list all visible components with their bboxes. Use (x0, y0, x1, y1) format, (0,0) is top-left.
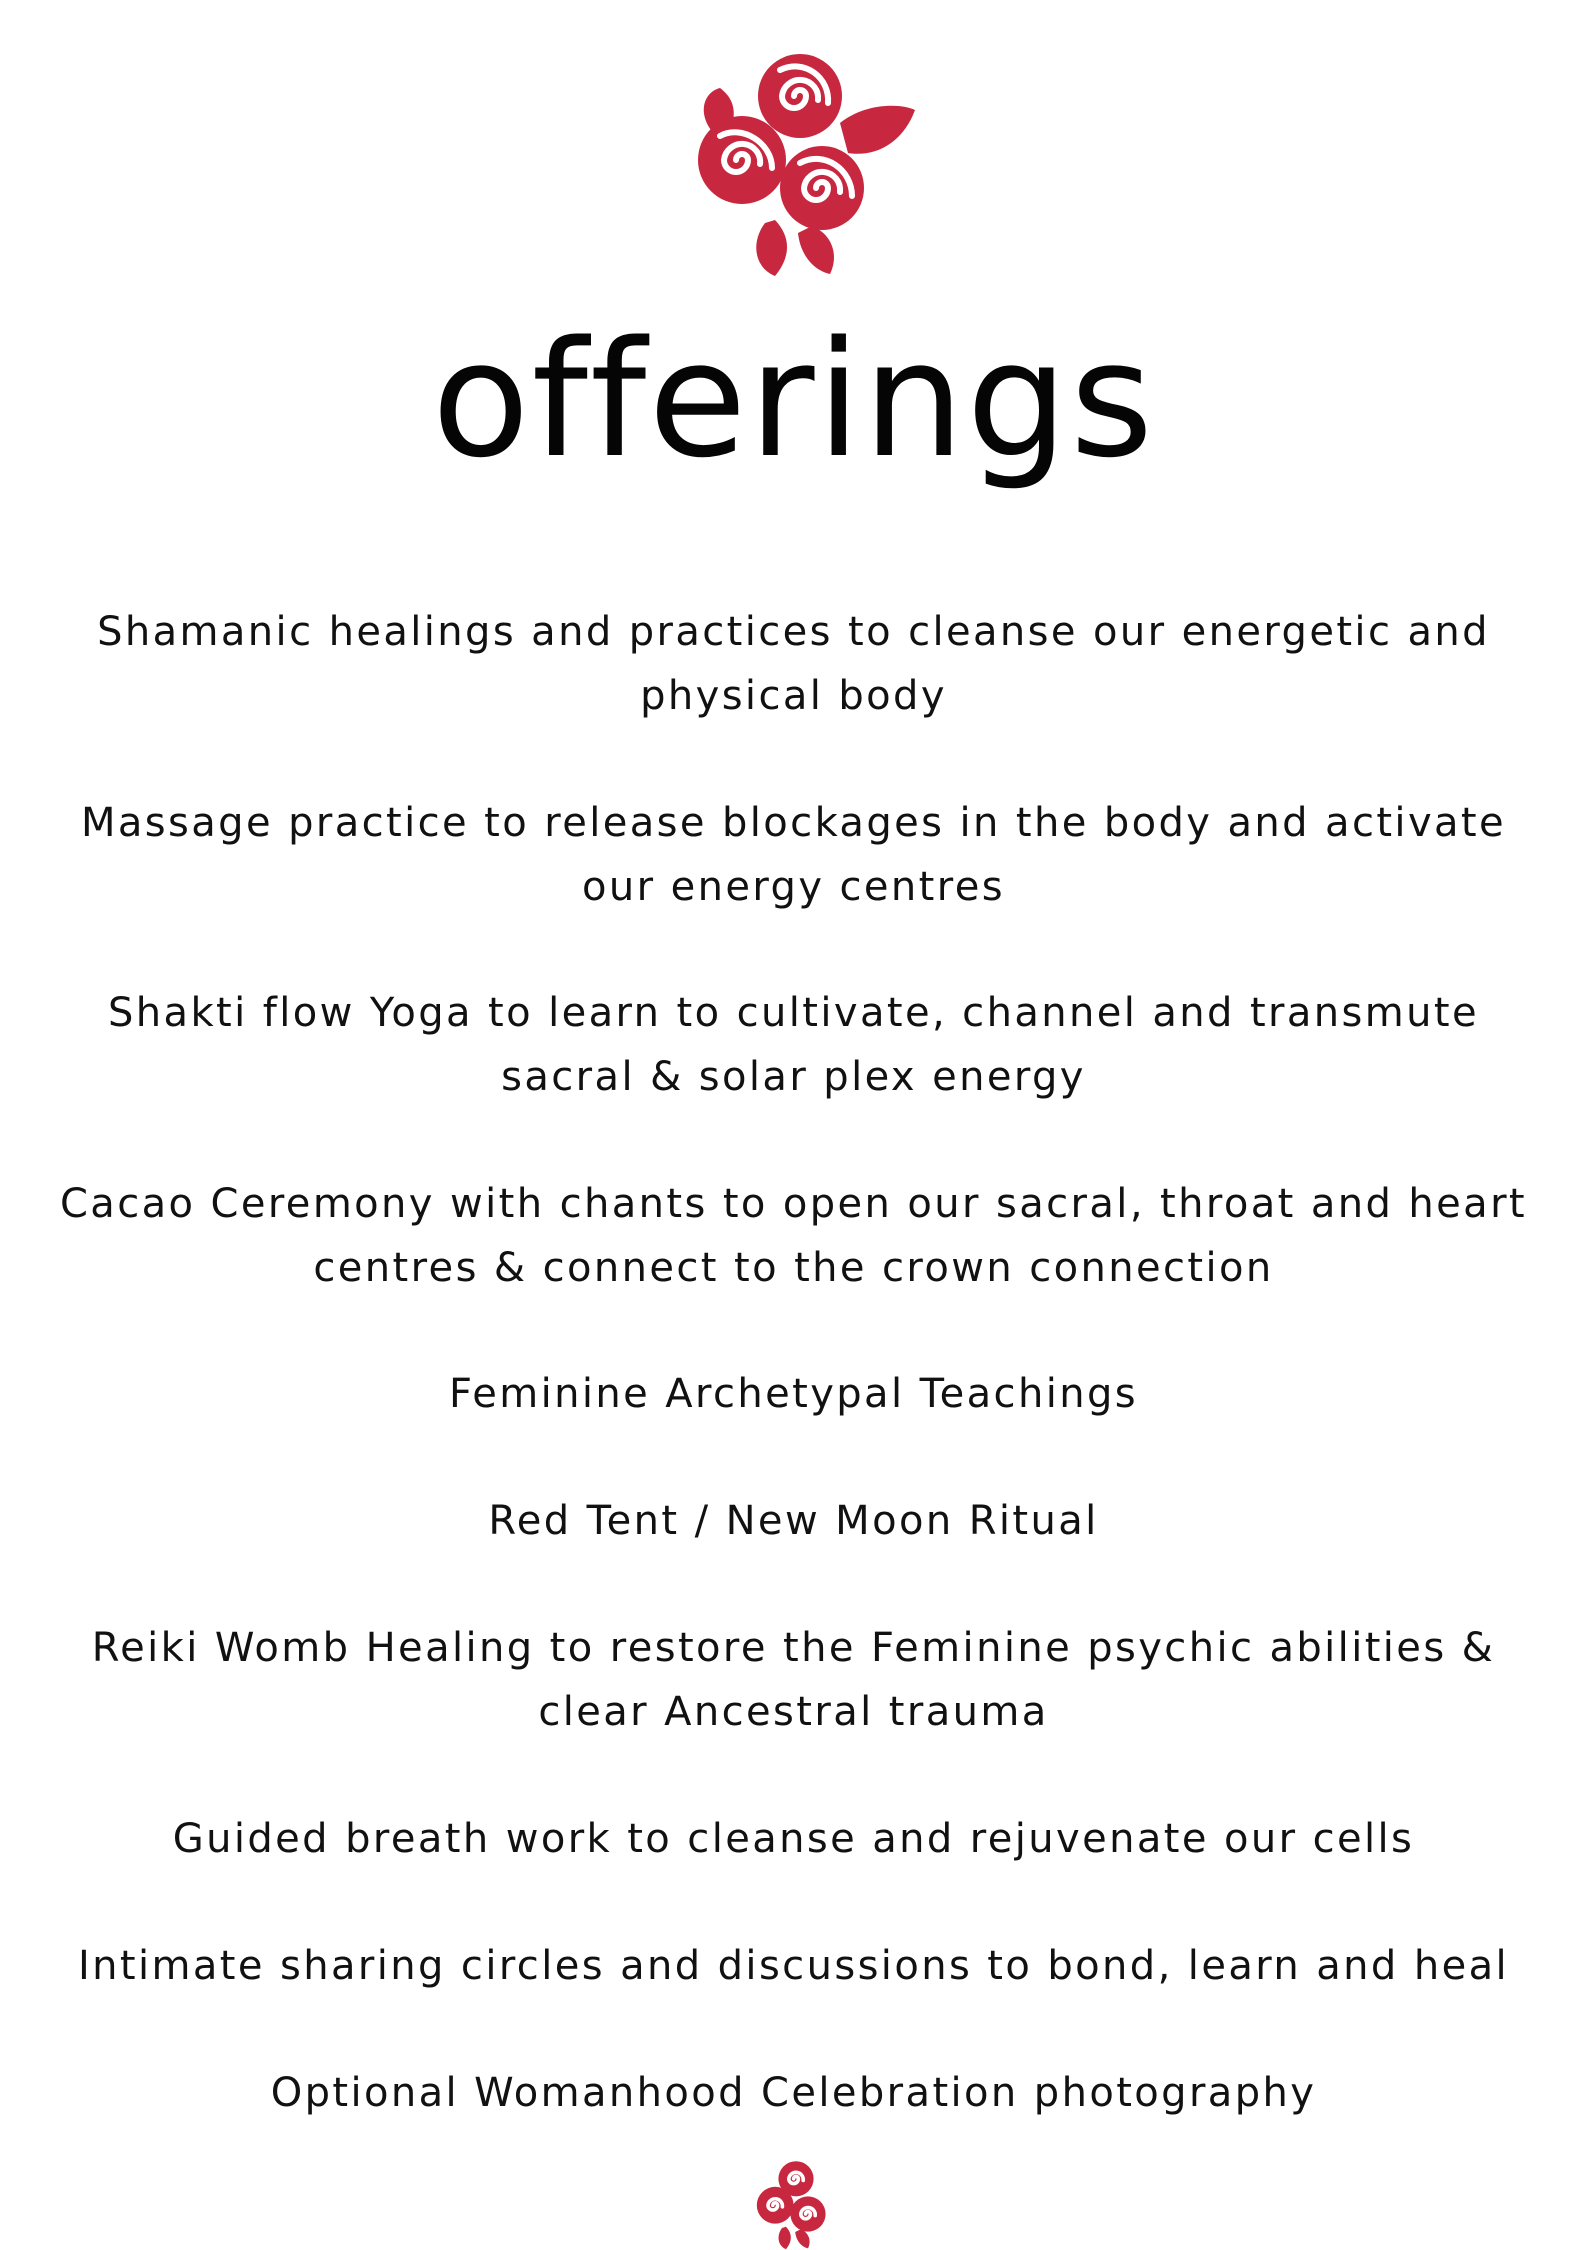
offering-line: Reiki Womb Healing to restore the Feminine psychic abilities & (91, 1625, 1496, 1671)
offering-item (40, 1172, 1547, 1300)
page-title: offerings (431, 306, 1156, 493)
offering-item (40, 2061, 1547, 2125)
offering-item (40, 981, 1547, 1109)
offering-item (40, 1362, 1547, 1426)
rose-footer-icon (748, 2158, 844, 2250)
offering-line: Feminine Archetypal Teachings (448, 1371, 1138, 1417)
offering-item (40, 1489, 1547, 1553)
offering-line: Guided breath work to cleanse and rejuvenate our cells (172, 1816, 1415, 1862)
offering-line: physical body (640, 673, 947, 719)
offering-item (40, 791, 1547, 919)
offering-item (40, 600, 1547, 728)
leaf-icon (756, 220, 787, 276)
offering-line: our energy centres (582, 864, 1005, 910)
offering-item (40, 1616, 1547, 1744)
offering-line: Optional Womanhood Celebration photography (270, 2070, 1317, 2116)
offering-line: centres & connect to the crown connection (313, 1245, 1274, 1291)
offering-line: clear Ancestral trauma (538, 1689, 1049, 1735)
offering-item (40, 1807, 1547, 1871)
offering-line: Massage practice to release blockages in the body and activate (80, 800, 1507, 846)
offering-line: Shakti flow Yoga to learn to cultivate, channel and transmute (108, 990, 1479, 1036)
offering-line: sacral & solar plex energy (501, 1054, 1086, 1100)
rose-logo-icon (680, 48, 920, 278)
offering-line: Cacao Ceremony with chants to open our sacral, throat and heart (59, 1181, 1528, 1227)
leaf-icon (840, 106, 915, 154)
leaf-icon (798, 226, 834, 274)
offering-line: Intimate sharing circles and discussions to bond, learn and heal (77, 1943, 1510, 1989)
offering-line: Red Tent / New Moon Ritual (488, 1498, 1099, 1544)
offering-line: Shamanic healings and practices to cleanse our energetic and (97, 609, 1490, 655)
offering-item (40, 1934, 1547, 1998)
